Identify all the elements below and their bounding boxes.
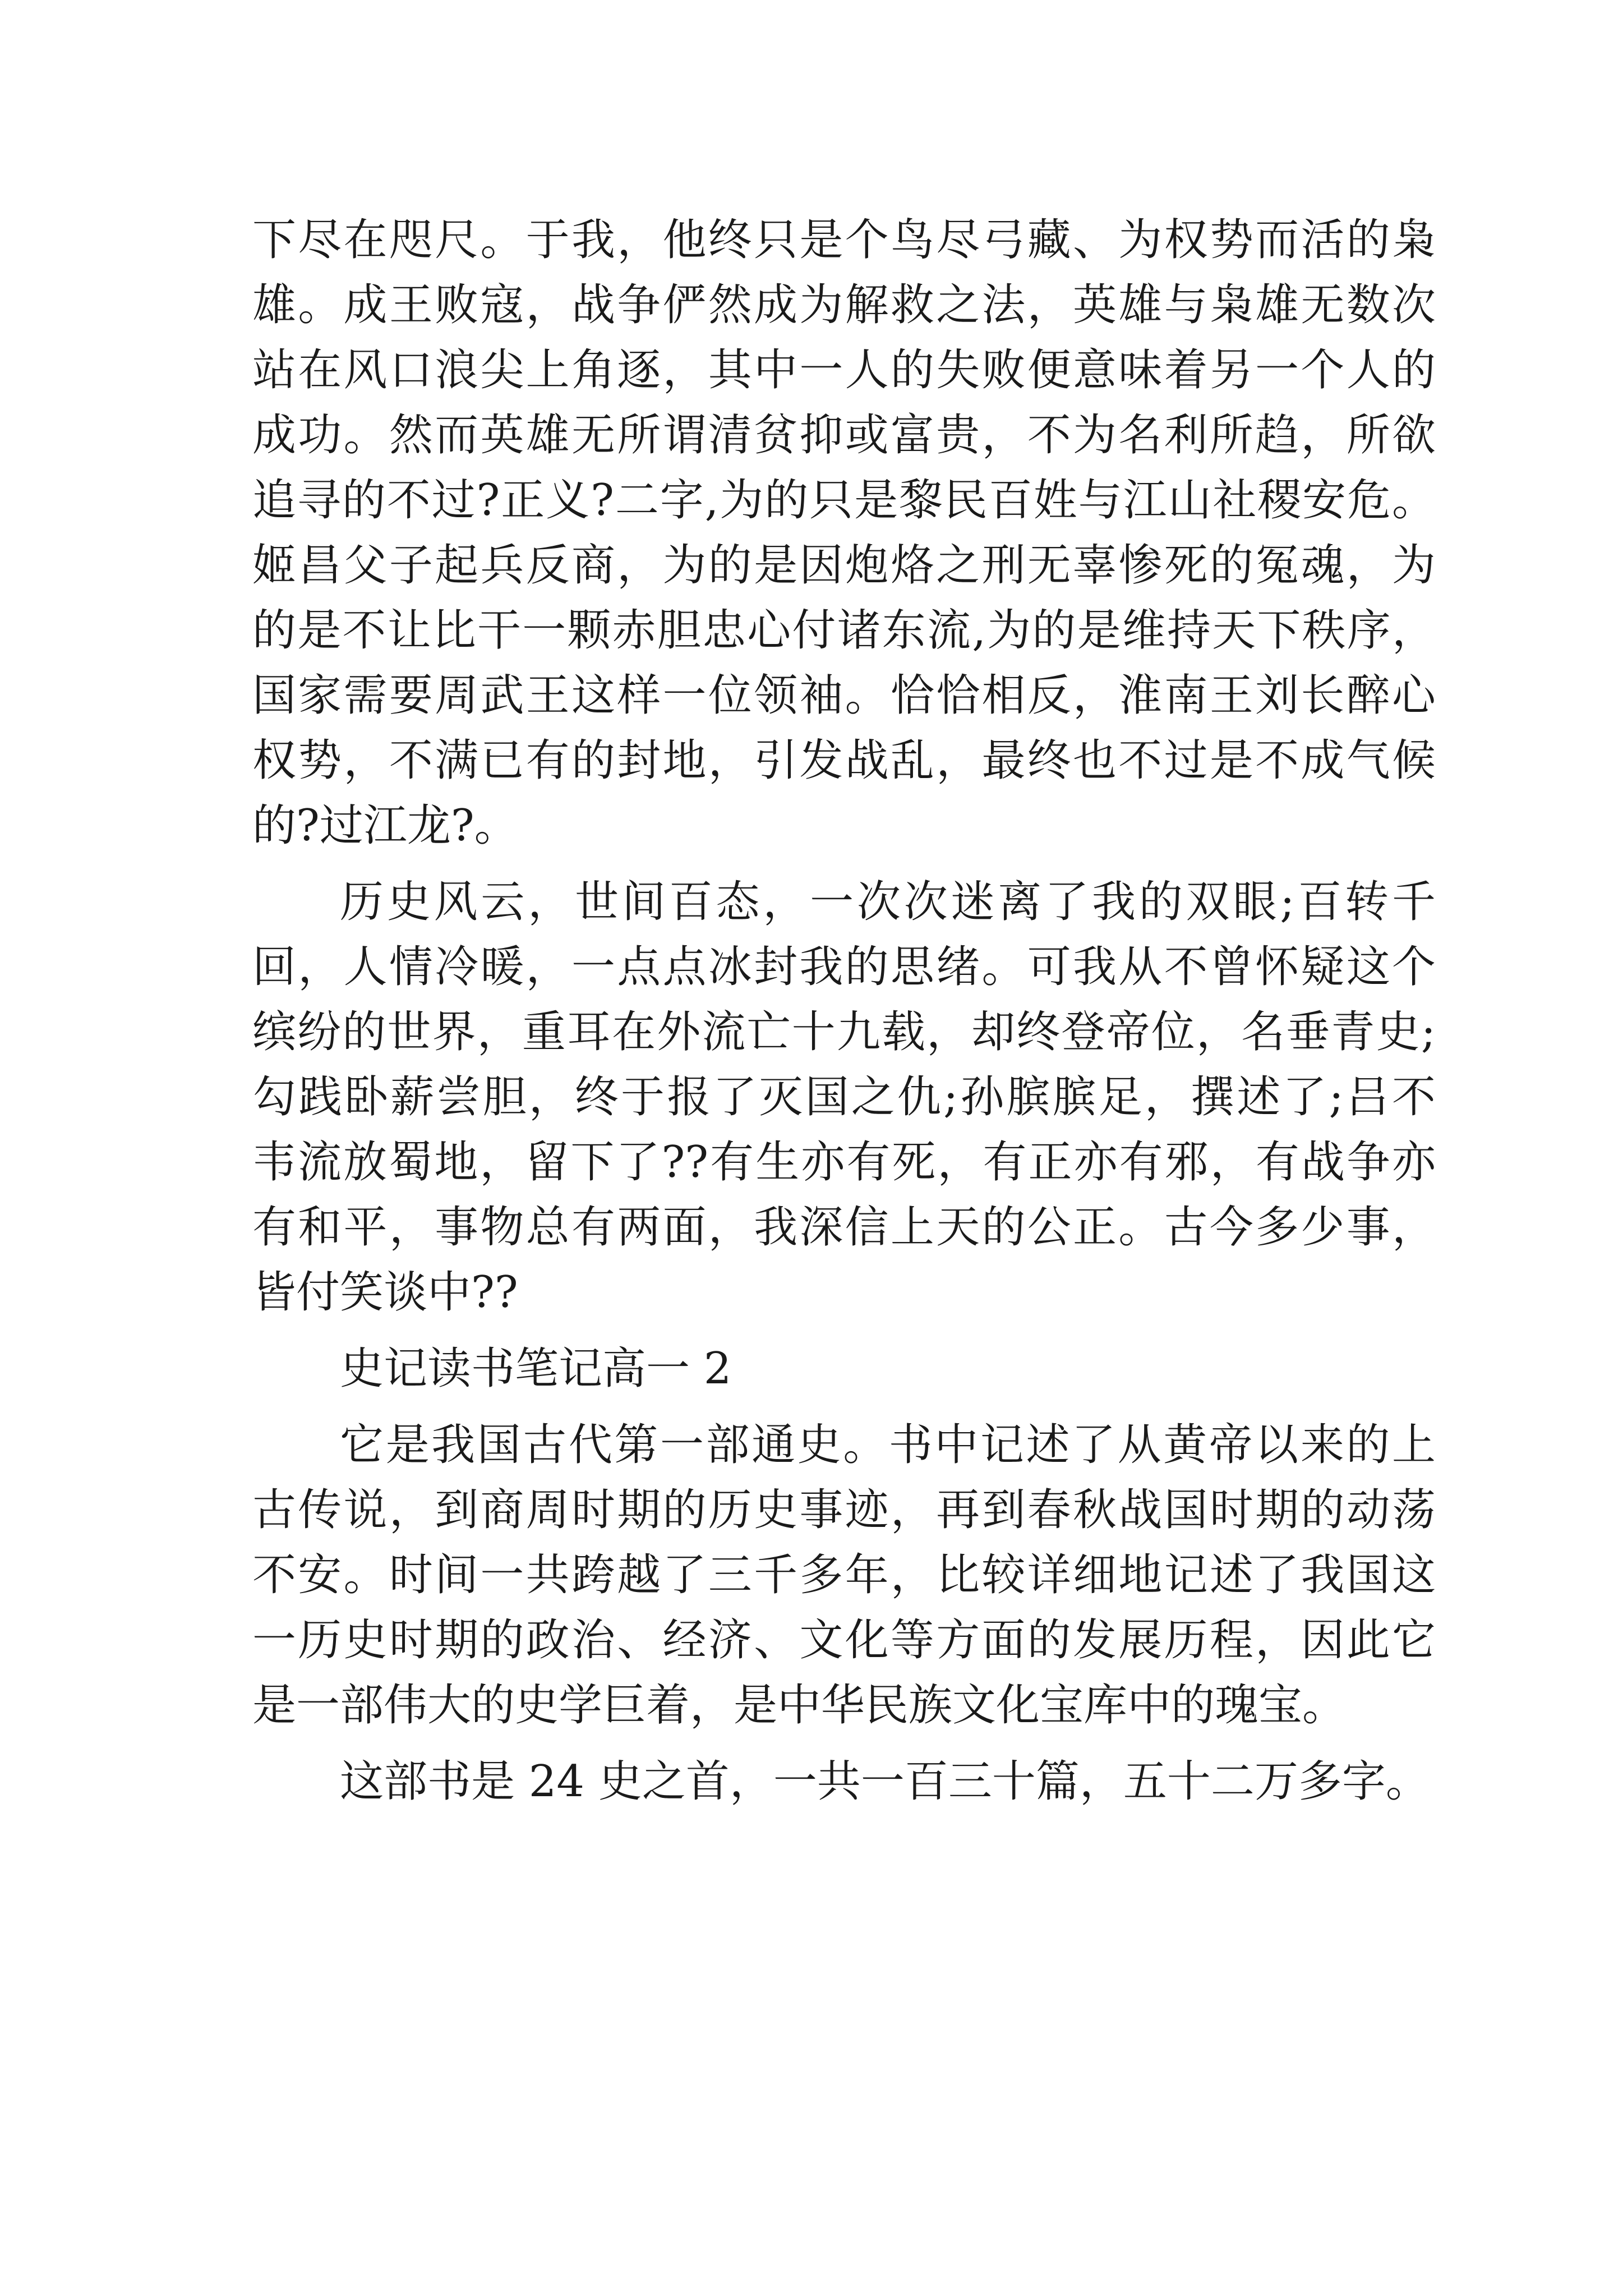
text-line: 一历史时期的政治、经济、文化等方面的发展历程，因此它 — [252, 1615, 1436, 1665]
paragraph — [252, 869, 1436, 1325]
text-line: 的是不让比干一颗赤胆忠心付诸东流,为的是维持天下秩序， — [252, 605, 1436, 656]
text-line: 回，人情冷暖，一点点冰封我的思绪。可我从不曾怀疑这个 — [252, 942, 1436, 992]
text-line: 权势，不满已有的封地，引发战乱，最终也不过是不成气候 — [252, 735, 1436, 786]
paragraph — [252, 1749, 1436, 1814]
text-line: 缤纷的世界，重耳在外流亡十九载，却终登帝位，名垂青史; — [252, 1007, 1436, 1057]
paragraph-spacer — [252, 858, 1436, 869]
text-line: 站在风口浪尖上角逐，其中一人的失败便意味着另一个人的 — [252, 345, 1436, 395]
text-line: 是一部伟大的史学巨着，是中华民族文化宝库中的瑰宝。 — [252, 1680, 1347, 1731]
text-line: 皆付笑谈中?? — [252, 1267, 518, 1318]
text-line: 它是我国古代第一部通史。书中记述了从黄帝以来的上 — [340, 1420, 1436, 1470]
text-line: 韦流放蜀地，留下了??有生亦有死，有正亦有邪，有战争亦 — [252, 1137, 1436, 1188]
text-line: 国家需要周武王这样一位领袖。恰恰相反，淮南王刘长醉心 — [252, 670, 1436, 721]
text-line: 这部书是 24 史之首，一共一百三十篇，五十二万多字。 — [340, 1756, 1430, 1807]
text-line: 古传说，到商周时期的历史事迹，再到春秋战国时期的动荡 — [252, 1485, 1436, 1535]
section-heading: 史记读书笔记高一 2 — [340, 1343, 732, 1394]
paragraph-spacer — [252, 1738, 1436, 1749]
text-line: 有和平，事物总有两面，我深信上天的公正。古今多少事， — [252, 1202, 1436, 1253]
text-line: 历史风云，世间百态，一次次迷离了我的双眼;百转千 — [340, 877, 1436, 927]
text-line: 雄。成王败寇，战争俨然成为解救之法，英雄与枭雄无数次 — [252, 280, 1436, 330]
text-line: 勾践卧薪尝胆，终于报了灭国之仇;孙膑膑足，撰述了;吕不 — [252, 1072, 1436, 1122]
text-line: 的?过江龙?。 — [252, 800, 518, 851]
document-body — [252, 208, 1436, 1814]
text-line: 追寻的不过?正义?二字,为的只是黎民百姓与江山社稷安危。 — [252, 475, 1436, 526]
paragraph — [252, 1412, 1436, 1738]
text-line: 成功。然而英雄无所谓清贫抑或富贵，不为名利所趋，所欲 — [252, 410, 1436, 461]
paragraph — [252, 208, 1436, 858]
paragraph-spacer — [252, 1401, 1436, 1412]
paragraph-spacer — [252, 1325, 1436, 1336]
text-line: 不安。时间一共跨越了三千多年，比较详细地记述了我国这 — [252, 1550, 1436, 1600]
text-line: 姬昌父子起兵反商，为的是因炮烙之刑无辜惨死的冤魂，为 — [252, 540, 1436, 591]
text-line: 下尽在咫尺。于我，他终只是个鸟尽弓藏、为权势而活的枭 — [252, 215, 1436, 265]
